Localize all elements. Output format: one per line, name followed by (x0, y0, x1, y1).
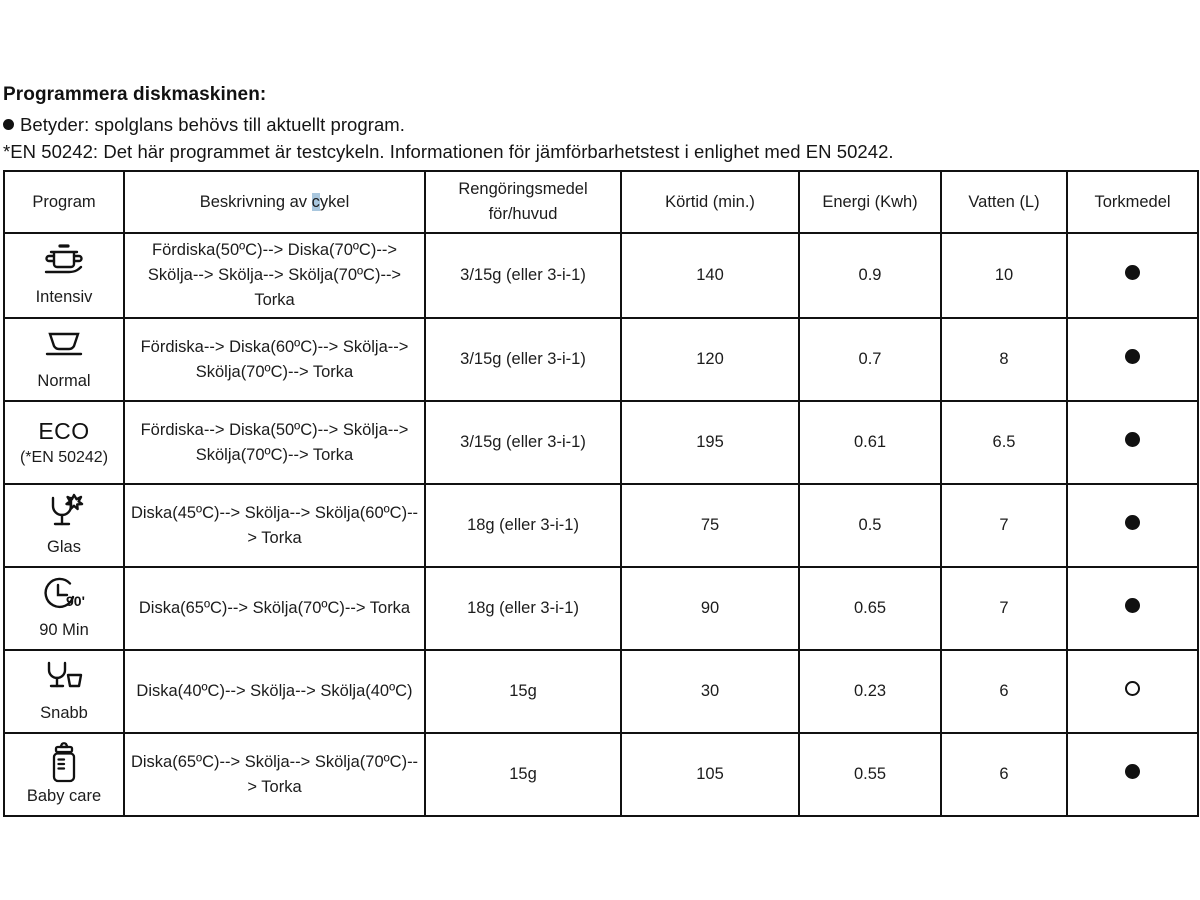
cell-water: 6.5 (941, 401, 1067, 484)
table-header (4, 171, 1198, 233)
cell-energy: 0.9 (799, 233, 941, 318)
filled-circle-icon (3, 119, 14, 130)
program-cell-inner (10, 327, 118, 392)
table-row (4, 567, 1198, 650)
cell-runtime: 30 (621, 650, 799, 733)
table-row (4, 484, 1198, 567)
cell-detergent: 18g (eller 3-i-1) (425, 567, 621, 650)
filled-circle-icon (1125, 349, 1140, 364)
program-cell-inner (10, 418, 118, 468)
cell-detergent: 15g (425, 650, 621, 733)
en-standard-note: *EN 50242: Det här programmet är testcykeln. Informationen för jämförbarhetstest i enlighet med EN 50242. (3, 141, 894, 162)
cell-program (4, 401, 124, 484)
legend-line (3, 111, 1197, 138)
clock-90-icon (40, 576, 88, 618)
filled-circle-icon (1125, 432, 1140, 447)
cell-water: 8 (941, 318, 1067, 401)
cell-detergent: 3/15g (eller 3-i-1) (425, 318, 621, 401)
pot-icon (41, 243, 87, 285)
program-label: Normal (37, 372, 91, 390)
cell-program (4, 650, 124, 733)
wine-glass-sparkle-icon (41, 493, 87, 535)
filled-circle-icon (1125, 598, 1140, 613)
cell-description: Diska(65ºC)--> Skölja--> Skölja(70ºC)--> Torka (124, 733, 425, 816)
cell-water: 7 (941, 484, 1067, 567)
cell-detergent: 3/15g (eller 3-i-1) (425, 233, 621, 318)
cell-runtime: 90 (621, 567, 799, 650)
detergent-header-line2: för/huvud (488, 205, 558, 223)
cell-program (4, 567, 124, 650)
program-cell-inner (10, 659, 118, 724)
program-label: Intensiv (35, 288, 93, 306)
program-table-wrapper (3, 170, 1197, 817)
filled-circle-icon (1125, 515, 1140, 530)
cell-rinse-aid (1067, 650, 1198, 733)
table-row (4, 233, 1198, 318)
table-row (4, 401, 1198, 484)
cell-program (4, 733, 124, 816)
cell-rinse-aid (1067, 567, 1198, 650)
header-desc-part2: ykel (319, 192, 350, 211)
cell-rinse-aid (1067, 318, 1198, 401)
program-table (3, 170, 1199, 817)
column-header-energy: Energi (Kwh) (799, 171, 941, 233)
column-header-description (124, 171, 425, 233)
hollow-circle-icon (1125, 681, 1140, 696)
column-header-runtime: Körtid (min.) (621, 171, 799, 233)
header-desc-part1: Beskrivning av (199, 192, 312, 211)
program-sublabel-en-standard: (*EN 50242) (19, 448, 109, 466)
cell-detergent: 15g (425, 733, 621, 816)
program-label: Baby care (26, 787, 102, 805)
column-header-rinse-aid: Torkmedel (1067, 171, 1198, 233)
cell-detergent: 18g (eller 3-i-1) (425, 484, 621, 567)
program-cell-inner (10, 742, 118, 807)
cell-rinse-aid (1067, 484, 1198, 567)
cell-water: 6 (941, 650, 1067, 733)
cell-detergent: 3/15g (eller 3-i-1) (425, 401, 621, 484)
column-header-water: Vatten (L) (941, 171, 1067, 233)
cell-rinse-aid (1067, 233, 1198, 318)
cell-energy: 0.65 (799, 567, 941, 650)
cell-runtime: 140 (621, 233, 799, 318)
cell-energy: 0.55 (799, 733, 941, 816)
detergent-header-line1: Rengöringsmedel (458, 180, 588, 198)
program-label-eco: ECO (38, 417, 90, 444)
glass-cup-icon (40, 659, 88, 701)
table-body (4, 233, 1198, 816)
header-desc-selected-char[interactable]: c (311, 192, 320, 211)
cell-water: 6 (941, 733, 1067, 816)
cell-description: Fördiska(50ºC)--> Diska(70ºC)--> Skölja--> Skölja--> Skölja(70ºC)--> Torka (124, 233, 425, 318)
legend-text: Betyder: spolglans behövs till aktuellt program. (20, 114, 405, 135)
cell-runtime: 195 (621, 401, 799, 484)
cell-water: 10 (941, 233, 1067, 318)
cell-program (4, 318, 124, 401)
table-row (4, 733, 1198, 816)
cell-energy: 0.23 (799, 650, 941, 733)
program-label: 90 Min (39, 621, 89, 639)
cell-energy: 0.5 (799, 484, 941, 567)
cell-description: Fördiska--> Diska(50ºC)--> Skölja--> Skölja(70ºC)--> Torka (124, 401, 425, 484)
cell-description: Diska(65ºC)--> Skölja(70ºC)--> Torka (124, 567, 425, 650)
table-row (4, 650, 1198, 733)
intro-block (3, 82, 1197, 165)
svg-text:90': 90' (66, 593, 85, 609)
cell-energy: 0.61 (799, 401, 941, 484)
cell-water: 7 (941, 567, 1067, 650)
cell-description: Diska(40ºC)--> Skölja--> Skölja(40ºC) (124, 650, 425, 733)
program-label: Snabb (40, 704, 88, 722)
cell-rinse-aid (1067, 401, 1198, 484)
cell-runtime: 105 (621, 733, 799, 816)
cell-rinse-aid (1067, 733, 1198, 816)
bowl-icon (41, 327, 87, 369)
program-cell-inner (10, 243, 118, 308)
cell-runtime: 75 (621, 484, 799, 567)
table-row (4, 318, 1198, 401)
program-cell-inner (10, 493, 118, 558)
filled-circle-icon (1125, 764, 1140, 779)
filled-circle-icon (1125, 265, 1140, 280)
cell-energy: 0.7 (799, 318, 941, 401)
column-header-detergent (425, 171, 621, 233)
program-cell-inner (10, 576, 118, 641)
table-header-row (4, 171, 1198, 233)
cell-description: Diska(45ºC)--> Skölja--> Skölja(60ºC)--> Torka (124, 484, 425, 567)
cell-description: Fördiska--> Diska(60ºC)--> Skölja--> Skölja(70ºC)--> Torka (124, 318, 425, 401)
cell-program (4, 233, 124, 318)
cell-program (4, 484, 124, 567)
column-header-program: Program (4, 171, 124, 233)
baby-bottle-icon (44, 742, 84, 784)
program-label: Glas (47, 538, 81, 556)
page-title: Programmera diskmaskinen: (3, 84, 267, 105)
cell-runtime: 120 (621, 318, 799, 401)
